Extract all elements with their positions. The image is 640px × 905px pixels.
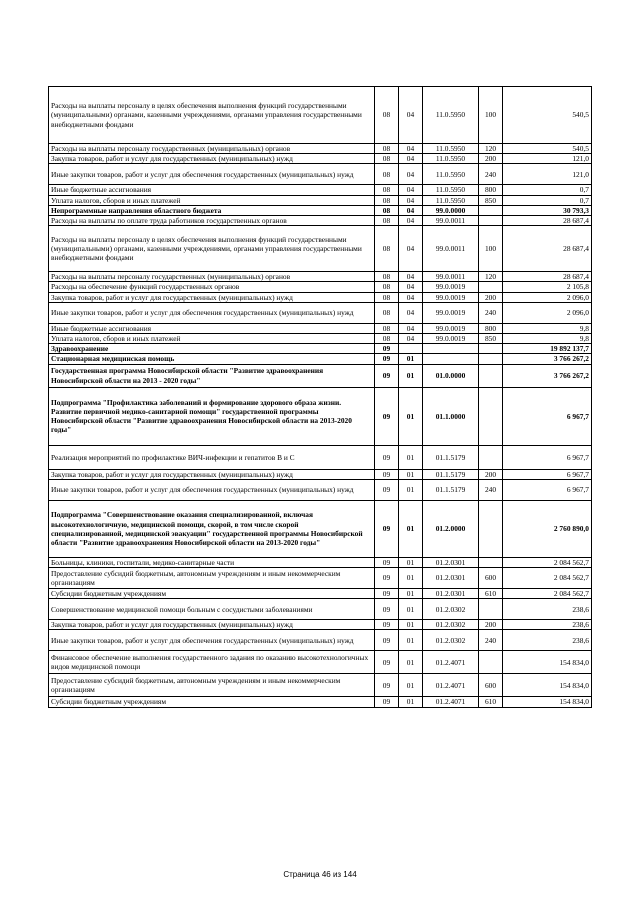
row-expense-type bbox=[479, 445, 503, 469]
table-row bbox=[49, 469, 592, 479]
row-subsection: 01 bbox=[399, 589, 423, 599]
row-amount: 3 766 267,2 bbox=[503, 364, 592, 387]
row-name: Уплата налогов, сборов и иных платежей bbox=[49, 334, 375, 344]
row-target-article: 01.1.5179 bbox=[423, 469, 479, 479]
row-target-article: 99.0.0000 bbox=[423, 205, 479, 215]
row-amount: 238,6 bbox=[503, 630, 592, 651]
row-target-article: 01.2.0000 bbox=[423, 500, 479, 557]
table-row bbox=[49, 557, 592, 567]
row-name: Здравоохранение bbox=[49, 344, 375, 354]
row-target-article: 01.2.0301 bbox=[423, 589, 479, 599]
row-name: Расходы на выплаты персоналу в целях обеспечения выполнения функций государственными (муниципальными) органами, казенными учреждениями, органами управления государственными внебюджетными фондами bbox=[49, 87, 375, 144]
table-row bbox=[49, 364, 592, 387]
row-subsection: 01 bbox=[399, 364, 423, 387]
row-target-article: 99.0.0011 bbox=[423, 216, 479, 226]
row-name: Государственная программа Новосибирской области "Развитие здравоохранения Новосибирской области на 2013 - 2020 годы" bbox=[49, 364, 375, 387]
row-name: Закупка товаров, работ и услуг для государственных (муниципальных) нужд bbox=[49, 620, 375, 630]
row-name: Уплата налогов, сборов и иных платежей bbox=[49, 195, 375, 205]
table-row bbox=[49, 620, 592, 630]
row-target-article: 99.0.0011 bbox=[423, 272, 479, 282]
budget-table bbox=[48, 86, 592, 708]
row-amount: 28 687,4 bbox=[503, 272, 592, 282]
row-section: 09 bbox=[375, 589, 399, 599]
row-amount: 0,7 bbox=[503, 195, 592, 205]
row-name: Подпрограмма "Профилактика заболеваний и формирование здорового образа жизни. Развитие первичной медико-санитарной помощи" государственной программы Новосибирской области "Развитие здравоохранения Новосибирской области на 2013-2020 годы" bbox=[49, 387, 375, 445]
row-amount: 6 967,7 bbox=[503, 469, 592, 479]
row-subsection: 04 bbox=[399, 87, 423, 144]
row-amount: 2 084 562,7 bbox=[503, 557, 592, 567]
row-subsection: 04 bbox=[399, 292, 423, 302]
row-target-article: 01.2.4071 bbox=[423, 697, 479, 707]
table-row bbox=[49, 599, 592, 620]
row-subsection: 04 bbox=[399, 302, 423, 323]
table-row bbox=[49, 87, 592, 144]
row-expense-type: 240 bbox=[479, 630, 503, 651]
row-section: 08 bbox=[375, 144, 399, 154]
row-expense-type bbox=[479, 216, 503, 226]
table-row bbox=[49, 164, 592, 185]
row-expense-type bbox=[479, 599, 503, 620]
row-target-article: 01.2.0302 bbox=[423, 630, 479, 651]
row-name: Расходы на обеспечение функций государственных органов bbox=[49, 282, 375, 292]
row-amount: 28 687,4 bbox=[503, 226, 592, 272]
row-amount: 2 105,8 bbox=[503, 282, 592, 292]
table-row bbox=[49, 272, 592, 282]
row-amount: 2 096,0 bbox=[503, 302, 592, 323]
row-target-article: 01.2.4071 bbox=[423, 651, 479, 674]
row-target-article: 99.0.0019 bbox=[423, 282, 479, 292]
row-target-article: 99.0.0019 bbox=[423, 334, 479, 344]
row-expense-type bbox=[479, 651, 503, 674]
page-number: Страница 46 из 144 bbox=[283, 870, 357, 879]
row-expense-type bbox=[479, 344, 503, 354]
row-name: Закупка товаров, работ и услуг для государственных (муниципальных) нужд bbox=[49, 469, 375, 479]
row-target-article bbox=[423, 354, 479, 364]
row-target-article bbox=[423, 344, 479, 354]
row-name: Иные бюджетные ассигнования bbox=[49, 185, 375, 195]
row-section: 08 bbox=[375, 185, 399, 195]
row-amount: 540,5 bbox=[503, 144, 592, 154]
row-section: 08 bbox=[375, 195, 399, 205]
row-section: 09 bbox=[375, 651, 399, 674]
row-amount: 121,0 bbox=[503, 154, 592, 164]
row-section: 09 bbox=[375, 364, 399, 387]
row-expense-type: 200 bbox=[479, 620, 503, 630]
table-row bbox=[49, 282, 592, 292]
table-row bbox=[49, 568, 592, 589]
row-name: Больницы, клиники, госпитали, медико-санитарные части bbox=[49, 557, 375, 567]
row-subsection: 01 bbox=[399, 469, 423, 479]
row-amount: 3 766 267,2 bbox=[503, 354, 592, 364]
row-name: Иные закупки товаров, работ и услуг для обеспечения государственных (муниципальных) нужд bbox=[49, 630, 375, 651]
table-row bbox=[49, 216, 592, 226]
row-expense-type: 120 bbox=[479, 272, 503, 282]
row-expense-type: 100 bbox=[479, 226, 503, 272]
row-section: 08 bbox=[375, 87, 399, 144]
row-amount: 6 967,7 bbox=[503, 445, 592, 469]
row-expense-type: 610 bbox=[479, 589, 503, 599]
row-amount: 540,5 bbox=[503, 87, 592, 144]
row-amount: 238,6 bbox=[503, 620, 592, 630]
row-expense-type bbox=[479, 387, 503, 445]
row-name: Иные закупки товаров, работ и услуг для обеспечения государственных (муниципальных) нужд bbox=[49, 479, 375, 500]
row-section: 09 bbox=[375, 344, 399, 354]
row-expense-type: 200 bbox=[479, 154, 503, 164]
row-section: 08 bbox=[375, 302, 399, 323]
table-row bbox=[49, 589, 592, 599]
row-amount: 9,8 bbox=[503, 323, 592, 333]
row-subsection: 01 bbox=[399, 354, 423, 364]
row-expense-type: 240 bbox=[479, 479, 503, 500]
row-name: Закупка товаров, работ и услуг для государственных (муниципальных) нужд bbox=[49, 292, 375, 302]
row-subsection: 01 bbox=[399, 500, 423, 557]
row-section: 09 bbox=[375, 697, 399, 707]
row-target-article: 01.1.0000 bbox=[423, 387, 479, 445]
row-section: 09 bbox=[375, 354, 399, 364]
row-name: Расходы на выплаты персоналу государственных (муниципальных) органов bbox=[49, 272, 375, 282]
row-amount: 6 967,7 bbox=[503, 387, 592, 445]
row-name: Реализация мероприятий по профилактике ВИЧ-инфекции и гепатитов В и С bbox=[49, 445, 375, 469]
table-row bbox=[49, 302, 592, 323]
row-subsection: 01 bbox=[399, 568, 423, 589]
row-subsection: 01 bbox=[399, 557, 423, 567]
row-expense-type: 100 bbox=[479, 87, 503, 144]
row-expense-type: 600 bbox=[479, 568, 503, 589]
row-name: Иные закупки товаров, работ и услуг для обеспечения государственных (муниципальных) нужд bbox=[49, 302, 375, 323]
row-subsection: 01 bbox=[399, 674, 423, 697]
row-expense-type: 800 bbox=[479, 323, 503, 333]
row-name: Предоставление субсидий бюджетным, автономным учреждениям и иным некоммерческим организациям bbox=[49, 674, 375, 697]
table-row bbox=[49, 205, 592, 215]
row-subsection: 01 bbox=[399, 651, 423, 674]
row-section: 09 bbox=[375, 479, 399, 500]
row-subsection: 04 bbox=[399, 272, 423, 282]
row-name: Расходы на выплаты персоналу государственных (муниципальных) органов bbox=[49, 144, 375, 154]
row-name: Предоставление субсидий бюджетным, автономным учреждениям и иным некоммерческим организациям bbox=[49, 568, 375, 589]
row-amount: 154 834,0 bbox=[503, 697, 592, 707]
table-row bbox=[49, 323, 592, 333]
row-section: 09 bbox=[375, 674, 399, 697]
row-subsection: 04 bbox=[399, 195, 423, 205]
row-section: 09 bbox=[375, 469, 399, 479]
row-section: 08 bbox=[375, 323, 399, 333]
row-target-article: 01.1.5179 bbox=[423, 445, 479, 469]
row-subsection: 04 bbox=[399, 185, 423, 195]
row-target-article: 01.2.0302 bbox=[423, 620, 479, 630]
row-amount: 30 793,3 bbox=[503, 205, 592, 215]
row-subsection: 04 bbox=[399, 164, 423, 185]
row-expense-type: 240 bbox=[479, 164, 503, 185]
row-target-article: 99.0.0019 bbox=[423, 302, 479, 323]
row-amount: 154 834,0 bbox=[503, 674, 592, 697]
row-name: Стационарная медицинская помощь bbox=[49, 354, 375, 364]
row-expense-type: 200 bbox=[479, 469, 503, 479]
row-section: 08 bbox=[375, 205, 399, 215]
row-subsection: 01 bbox=[399, 445, 423, 469]
row-section: 09 bbox=[375, 630, 399, 651]
row-target-article: 99.0.0011 bbox=[423, 226, 479, 272]
row-target-article: 01.2.0301 bbox=[423, 568, 479, 589]
row-expense-type: 850 bbox=[479, 334, 503, 344]
row-target-article: 01.2.0301 bbox=[423, 557, 479, 567]
row-target-article: 01.2.0302 bbox=[423, 599, 479, 620]
row-expense-type bbox=[479, 205, 503, 215]
table-row bbox=[49, 154, 592, 164]
row-name: Расходы на выплаты по оплате труда работников государственных органов bbox=[49, 216, 375, 226]
row-amount: 2 096,0 bbox=[503, 292, 592, 302]
row-section: 08 bbox=[375, 334, 399, 344]
row-name: Иные бюджетные ассигнования bbox=[49, 323, 375, 333]
row-subsection: 01 bbox=[399, 599, 423, 620]
row-amount: 2 760 890,0 bbox=[503, 500, 592, 557]
row-target-article: 99.0.0019 bbox=[423, 323, 479, 333]
row-amount: 154 834,0 bbox=[503, 651, 592, 674]
row-expense-type: 600 bbox=[479, 674, 503, 697]
row-section: 08 bbox=[375, 272, 399, 282]
row-section: 09 bbox=[375, 500, 399, 557]
row-target-article: 11.0.5950 bbox=[423, 185, 479, 195]
table-row bbox=[49, 697, 592, 707]
row-amount: 2 084 562,7 bbox=[503, 568, 592, 589]
row-amount: 121,0 bbox=[503, 164, 592, 185]
row-name: Финансовое обеспечение выполнения государственного задания по оказанию высокотехнологичных видов медицинской помощи bbox=[49, 651, 375, 674]
table-row bbox=[49, 354, 592, 364]
table-row bbox=[49, 500, 592, 557]
row-expense-type bbox=[479, 354, 503, 364]
row-name: Непрограммные направления областного бюджета bbox=[49, 205, 375, 215]
row-expense-type: 200 bbox=[479, 292, 503, 302]
row-section: 08 bbox=[375, 292, 399, 302]
row-amount: 19 892 137,7 bbox=[503, 344, 592, 354]
row-amount: 238,6 bbox=[503, 599, 592, 620]
table-row bbox=[49, 344, 592, 354]
table-row bbox=[49, 445, 592, 469]
table-row bbox=[49, 226, 592, 272]
row-expense-type: 850 bbox=[479, 195, 503, 205]
row-section: 09 bbox=[375, 557, 399, 567]
row-expense-type bbox=[479, 282, 503, 292]
row-expense-type: 610 bbox=[479, 697, 503, 707]
row-section: 09 bbox=[375, 620, 399, 630]
table-row bbox=[49, 185, 592, 195]
row-subsection: 01 bbox=[399, 630, 423, 651]
table-row bbox=[49, 387, 592, 445]
row-expense-type: 800 bbox=[479, 185, 503, 195]
row-section: 08 bbox=[375, 154, 399, 164]
table-row bbox=[49, 334, 592, 344]
row-subsection: 04 bbox=[399, 334, 423, 344]
row-subsection: 04 bbox=[399, 144, 423, 154]
table-row bbox=[49, 144, 592, 154]
row-name: Субсидии бюджетным учреждениям bbox=[49, 697, 375, 707]
row-section: 08 bbox=[375, 164, 399, 185]
row-section: 09 bbox=[375, 387, 399, 445]
row-target-article: 11.0.5950 bbox=[423, 154, 479, 164]
table-row bbox=[49, 651, 592, 674]
row-subsection: 04 bbox=[399, 205, 423, 215]
row-name: Закупка товаров, работ и услуг для государственных (муниципальных) нужд bbox=[49, 154, 375, 164]
row-expense-type: 240 bbox=[479, 302, 503, 323]
row-name: Расходы на выплаты персоналу в целях обеспечения выполнения функций государственными (муниципальными) органами, казенными учреждениями, органами управления государственными внебюджетными фондами bbox=[49, 226, 375, 272]
row-expense-type bbox=[479, 364, 503, 387]
row-target-article: 11.0.5950 bbox=[423, 144, 479, 154]
row-section: 08 bbox=[375, 226, 399, 272]
row-subsection bbox=[399, 344, 423, 354]
row-expense-type: 120 bbox=[479, 144, 503, 154]
table-row bbox=[49, 195, 592, 205]
row-section: 08 bbox=[375, 216, 399, 226]
row-target-article: 01.1.5179 bbox=[423, 479, 479, 500]
row-expense-type bbox=[479, 500, 503, 557]
row-name: Подпрограмма "Совершенствование оказания специализированной, включая высокотехнологичную, медицинской помощи, скорой, в том числе скорой специализированной, медицинской эвакуации" государственной программы Новосибирской области "Развитие здравоохранения Новосибирской области на 2013-2020 годы" bbox=[49, 500, 375, 557]
row-subsection: 01 bbox=[399, 620, 423, 630]
row-target-article: 01.0.0000 bbox=[423, 364, 479, 387]
table-row bbox=[49, 292, 592, 302]
row-subsection: 04 bbox=[399, 323, 423, 333]
row-amount: 28 687,4 bbox=[503, 216, 592, 226]
row-target-article: 11.0.5950 bbox=[423, 87, 479, 144]
row-section: 09 bbox=[375, 568, 399, 589]
row-amount: 0,7 bbox=[503, 185, 592, 195]
table-row bbox=[49, 630, 592, 651]
row-subsection: 04 bbox=[399, 282, 423, 292]
table-row bbox=[49, 674, 592, 697]
row-target-article: 01.2.4071 bbox=[423, 674, 479, 697]
row-amount: 9,8 bbox=[503, 334, 592, 344]
row-subsection: 01 bbox=[399, 697, 423, 707]
row-section: 08 bbox=[375, 282, 399, 292]
table-row bbox=[49, 479, 592, 500]
row-target-article: 11.0.5950 bbox=[423, 164, 479, 185]
row-subsection: 01 bbox=[399, 387, 423, 445]
row-name: Иные закупки товаров, работ и услуг для обеспечения государственных (муниципальных) нужд bbox=[49, 164, 375, 185]
row-target-article: 11.0.5950 bbox=[423, 195, 479, 205]
row-amount: 2 084 562,7 bbox=[503, 589, 592, 599]
row-subsection: 04 bbox=[399, 216, 423, 226]
row-amount: 6 967,7 bbox=[503, 479, 592, 500]
row-section: 09 bbox=[375, 445, 399, 469]
row-name: Совершенствование медицинской помощи больным с сосудистыми заболеваниями bbox=[49, 599, 375, 620]
row-section: 09 bbox=[375, 599, 399, 620]
row-subsection: 01 bbox=[399, 479, 423, 500]
row-subsection: 04 bbox=[399, 154, 423, 164]
row-subsection: 04 bbox=[399, 226, 423, 272]
row-expense-type bbox=[479, 557, 503, 567]
row-name: Субсидии бюджетным учреждениям bbox=[49, 589, 375, 599]
row-target-article: 99.0.0019 bbox=[423, 292, 479, 302]
